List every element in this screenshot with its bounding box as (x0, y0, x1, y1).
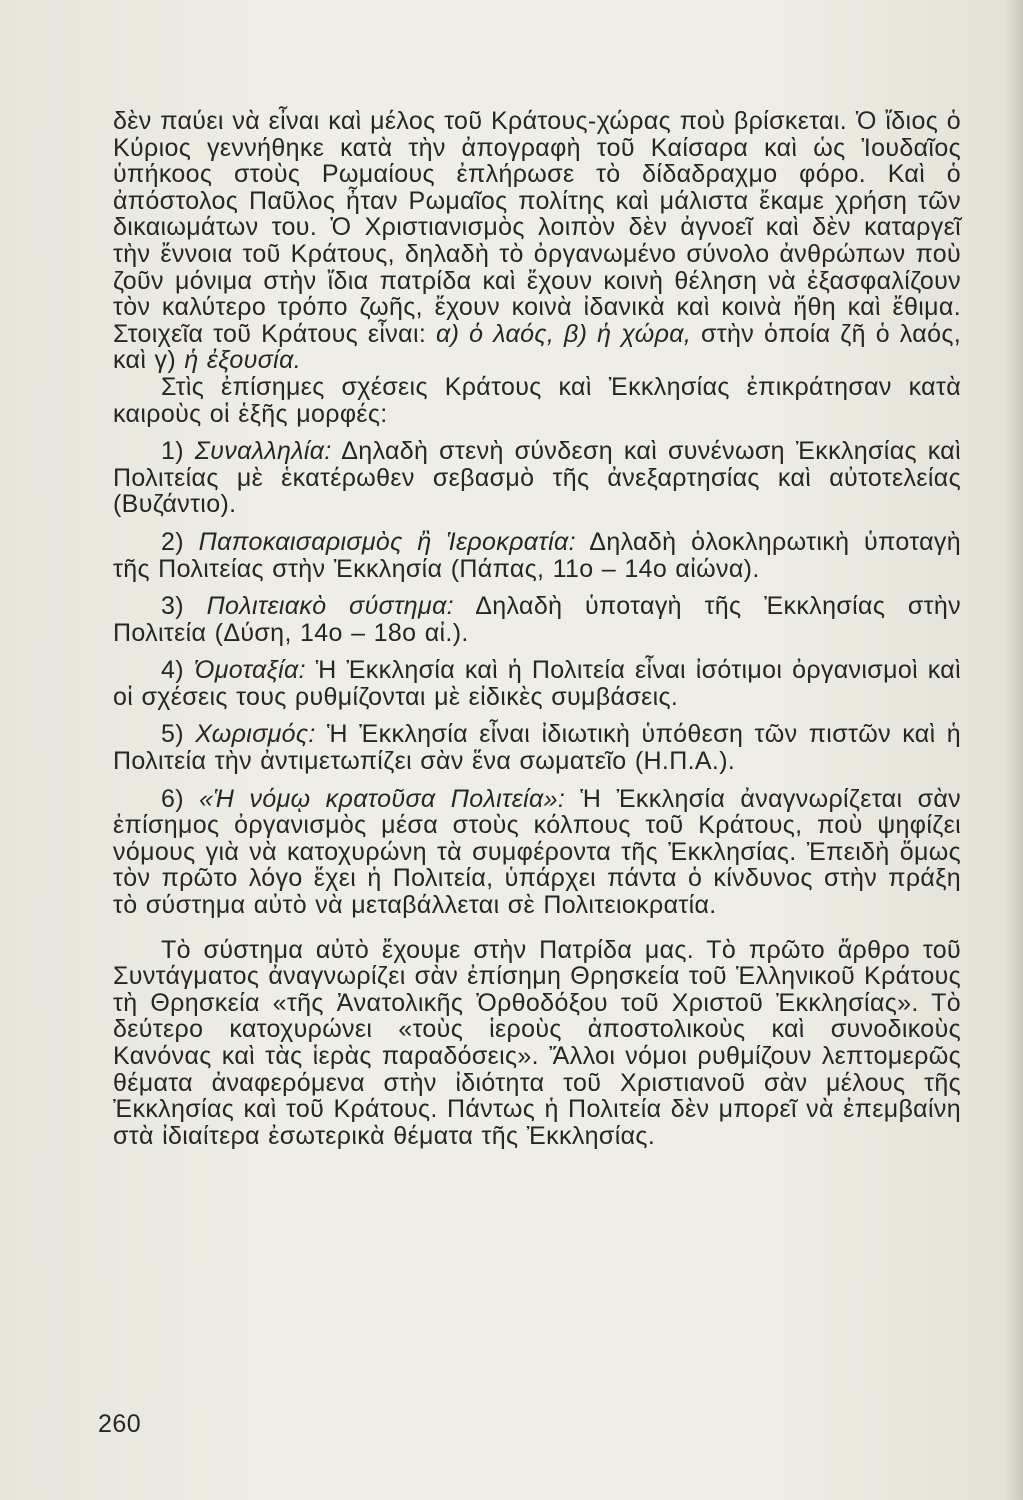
page-spine-shadow (1005, 0, 1023, 1500)
forms-intro-paragraph: Στὶς ἐπίσημες σχέσεις Κράτους καὶ Ἐκκλησίας ἐπικράτησαν κατὰ καιροὺς οἱ ἑξῆς μορφές: (113, 372, 961, 428)
form-text: Ἡ Ἐκκλησία εἶναι ἰδιωτικὴ ὑπόθεση τῶν πιστῶν καὶ ἡ Πολιτεία τὴν ἀντιμετωπίζει σὰν ἕνα σωματεῖο (Η.Π.Α.). (113, 720, 962, 776)
page-number: 260 (98, 1410, 142, 1438)
form-item-4 (113, 657, 961, 710)
form-text: Δηλαδὴ ὑποταγὴ τῆς Ἐκκλησίας στὴν Πολιτεία (Δύση, 14ο – 18ο αἰ.). (113, 592, 961, 647)
form-number: 5) (161, 720, 184, 749)
closing-paragraph: Τὸ σύστημα αὐτὸ ἔχουμε στὴν Πατρίδα μας. Τὸ πρῶτο ἄρθρο τοῦ Συντάγματος ἀναγνωρίζει σὰν ἐπίσημη Θρησκεία τοῦ Ἑλληνικοῦ Κράτους τὴ Θρησκεία «τῆς Ἀνατολικῆς Ὀρθοδόξου τοῦ Χριστοῦ Ἐκκλησίας». Τὸ δεύτερο κατοχυρώνει «τοὺς ἱεροὺς ἀποστολικοὺς καὶ συνοδικοὺς Κανόνας καὶ τὰς ἱερὰς παραδόσεις». Ἄλλοι νόμοι ρυθμίζουν λεπτομερῶς θέματα ἀναφερόμενα στὴν ἰδιότητα τοῦ Χριστιανοῦ σὰν μέλους τῆς Ἐκκλησίας καὶ τοῦ Κράτους. Πάντως ἡ Πολιτεία δὲν μπορεῖ νὰ ἐπεμβαίνη στὰ ἰδιαίτερα ἐσωτερικὰ θέματα τῆς Ἐκκλησίας. (113, 935, 961, 1150)
page-text-block (113, 108, 961, 1149)
form-item-3 (113, 593, 961, 646)
intro-text: δὲν παύει νὰ εἶναι καὶ μέλος τοῦ Κράτους-χώρας ποὺ βρίσκεται. Ὁ ἴδιος ὁ Κύριος γεννήθηκε κατὰ τὴν ἀπογραφὴ τοῦ Καίσαρα καὶ ὡς Ἰουδαῖος ὑπήκοος στοὺς Ρωμαίους ἐπλήρωσε τὸ δίδαδραχμο φόρο. Καὶ ὁ ἀπόστολος Παῦλος ἦταν Ρωμαῖος πολίτης καὶ μάλιστα ἔκαμε χρήση τῶν δικαιωμάτων του. Ὁ Χριστιανισμὸς λοιπὸν δὲν ἀγνοεῖ καὶ δὲν καταργεῖ τὴν ἔννοια τοῦ Κράτους, δηλαδὴ τὸ ὀργανωμένο σύνολο ἀνθρώπων ποὺ ζοῦν μόνιμα στὴν ἴδια πατρίδα καὶ ἔχουν κοινὴ θέληση νὰ ἐξασφαλίζουν τὸν καλύτερο τρόπο ζωῆς, ἔχουν κοινὰ ἰδανικὰ καὶ κοινὰ ἤθη καὶ ἔθιμα. Στοιχεῖα τοῦ Κράτους εἶναι: (113, 107, 961, 348)
form-item-6 (113, 786, 961, 919)
form-label: «Ἡ νόμῳ κρατοῦσα Πολιτεία»: (199, 784, 566, 813)
form-text: Ἡ Ἐκκλησία καὶ ἡ Πολιτεία εἶναι ἰσότιμοι ὀργανισμοὶ καὶ οἱ σχέσεις τους ρυθμίζονται μὲ εἰδικὲς συμβάσεις. (113, 656, 962, 711)
form-number: 2) (161, 527, 184, 556)
intro-paragraph (113, 108, 961, 374)
form-label: Πολιτειακὸ σύστημα: (206, 592, 454, 621)
form-label: Χωρισμός: (195, 720, 316, 749)
form-number: 6) (161, 784, 184, 813)
form-label: Παποκαισαρισμὸς ἢ Ἱεροκρατία: (198, 527, 576, 556)
form-item-2 (113, 529, 961, 582)
form-number: 4) (161, 656, 184, 685)
form-text: Δηλαδὴ στενὴ σύνδεση καὶ συνένωση Ἐκκλησίας καὶ Πολιτείας μὲ ἑκατέρωθεν σεβασμὸ τῆς ἀνεξαρτησίας καὶ αὐτοτελείας (Βυζάντιο). (113, 437, 962, 519)
form-item-1 (113, 438, 961, 518)
form-item-5 (113, 721, 961, 774)
form-label: Συναλληλία: (194, 437, 332, 466)
form-text: Ἡ Ἐκκλησία ἀναγνωρίζεται σὰν ἐπίσημος ὀργανισμὸς μέσα στοὺς κόλπους τοῦ Κράτους, ποὺ ψηφίζει νόμους γιὰ νὰ κατοχυρώνη τὰ συμφέροντα τῆς Ἐκκλησίας. Ἐπειδὴ ὅμως τὸν πρῶτο λόγο ἔχει ἡ Πολιτεία, ὑπάρχει πάντα ὁ κίνδυνος στὴν πράξη τὸ σύστημα αὐτὸ νὰ μεταβάλλεται σὲ Πολιτειοκρατία. (113, 784, 962, 920)
form-number: 3) (161, 592, 184, 621)
form-text: Δηλαδὴ ὁλοκληρωτικὴ ὑποταγὴ τῆς Πολιτείας στὴν Ἐκκλησία (Πάπας, 11ο – 14ο αἰώνα). (113, 527, 961, 583)
state-elements-italic-end: ἡ ἐξουσία. (184, 346, 301, 375)
state-elements-italic: α) ὁ λαός, β) ἡ χώρα, (436, 319, 692, 348)
form-number: 1) (161, 437, 184, 466)
form-label: Ὁμοταξία: (193, 656, 306, 685)
state-elements-plain: στὴν ὁποία ζῆ ὁ λαός, καὶ γ) (113, 319, 962, 375)
